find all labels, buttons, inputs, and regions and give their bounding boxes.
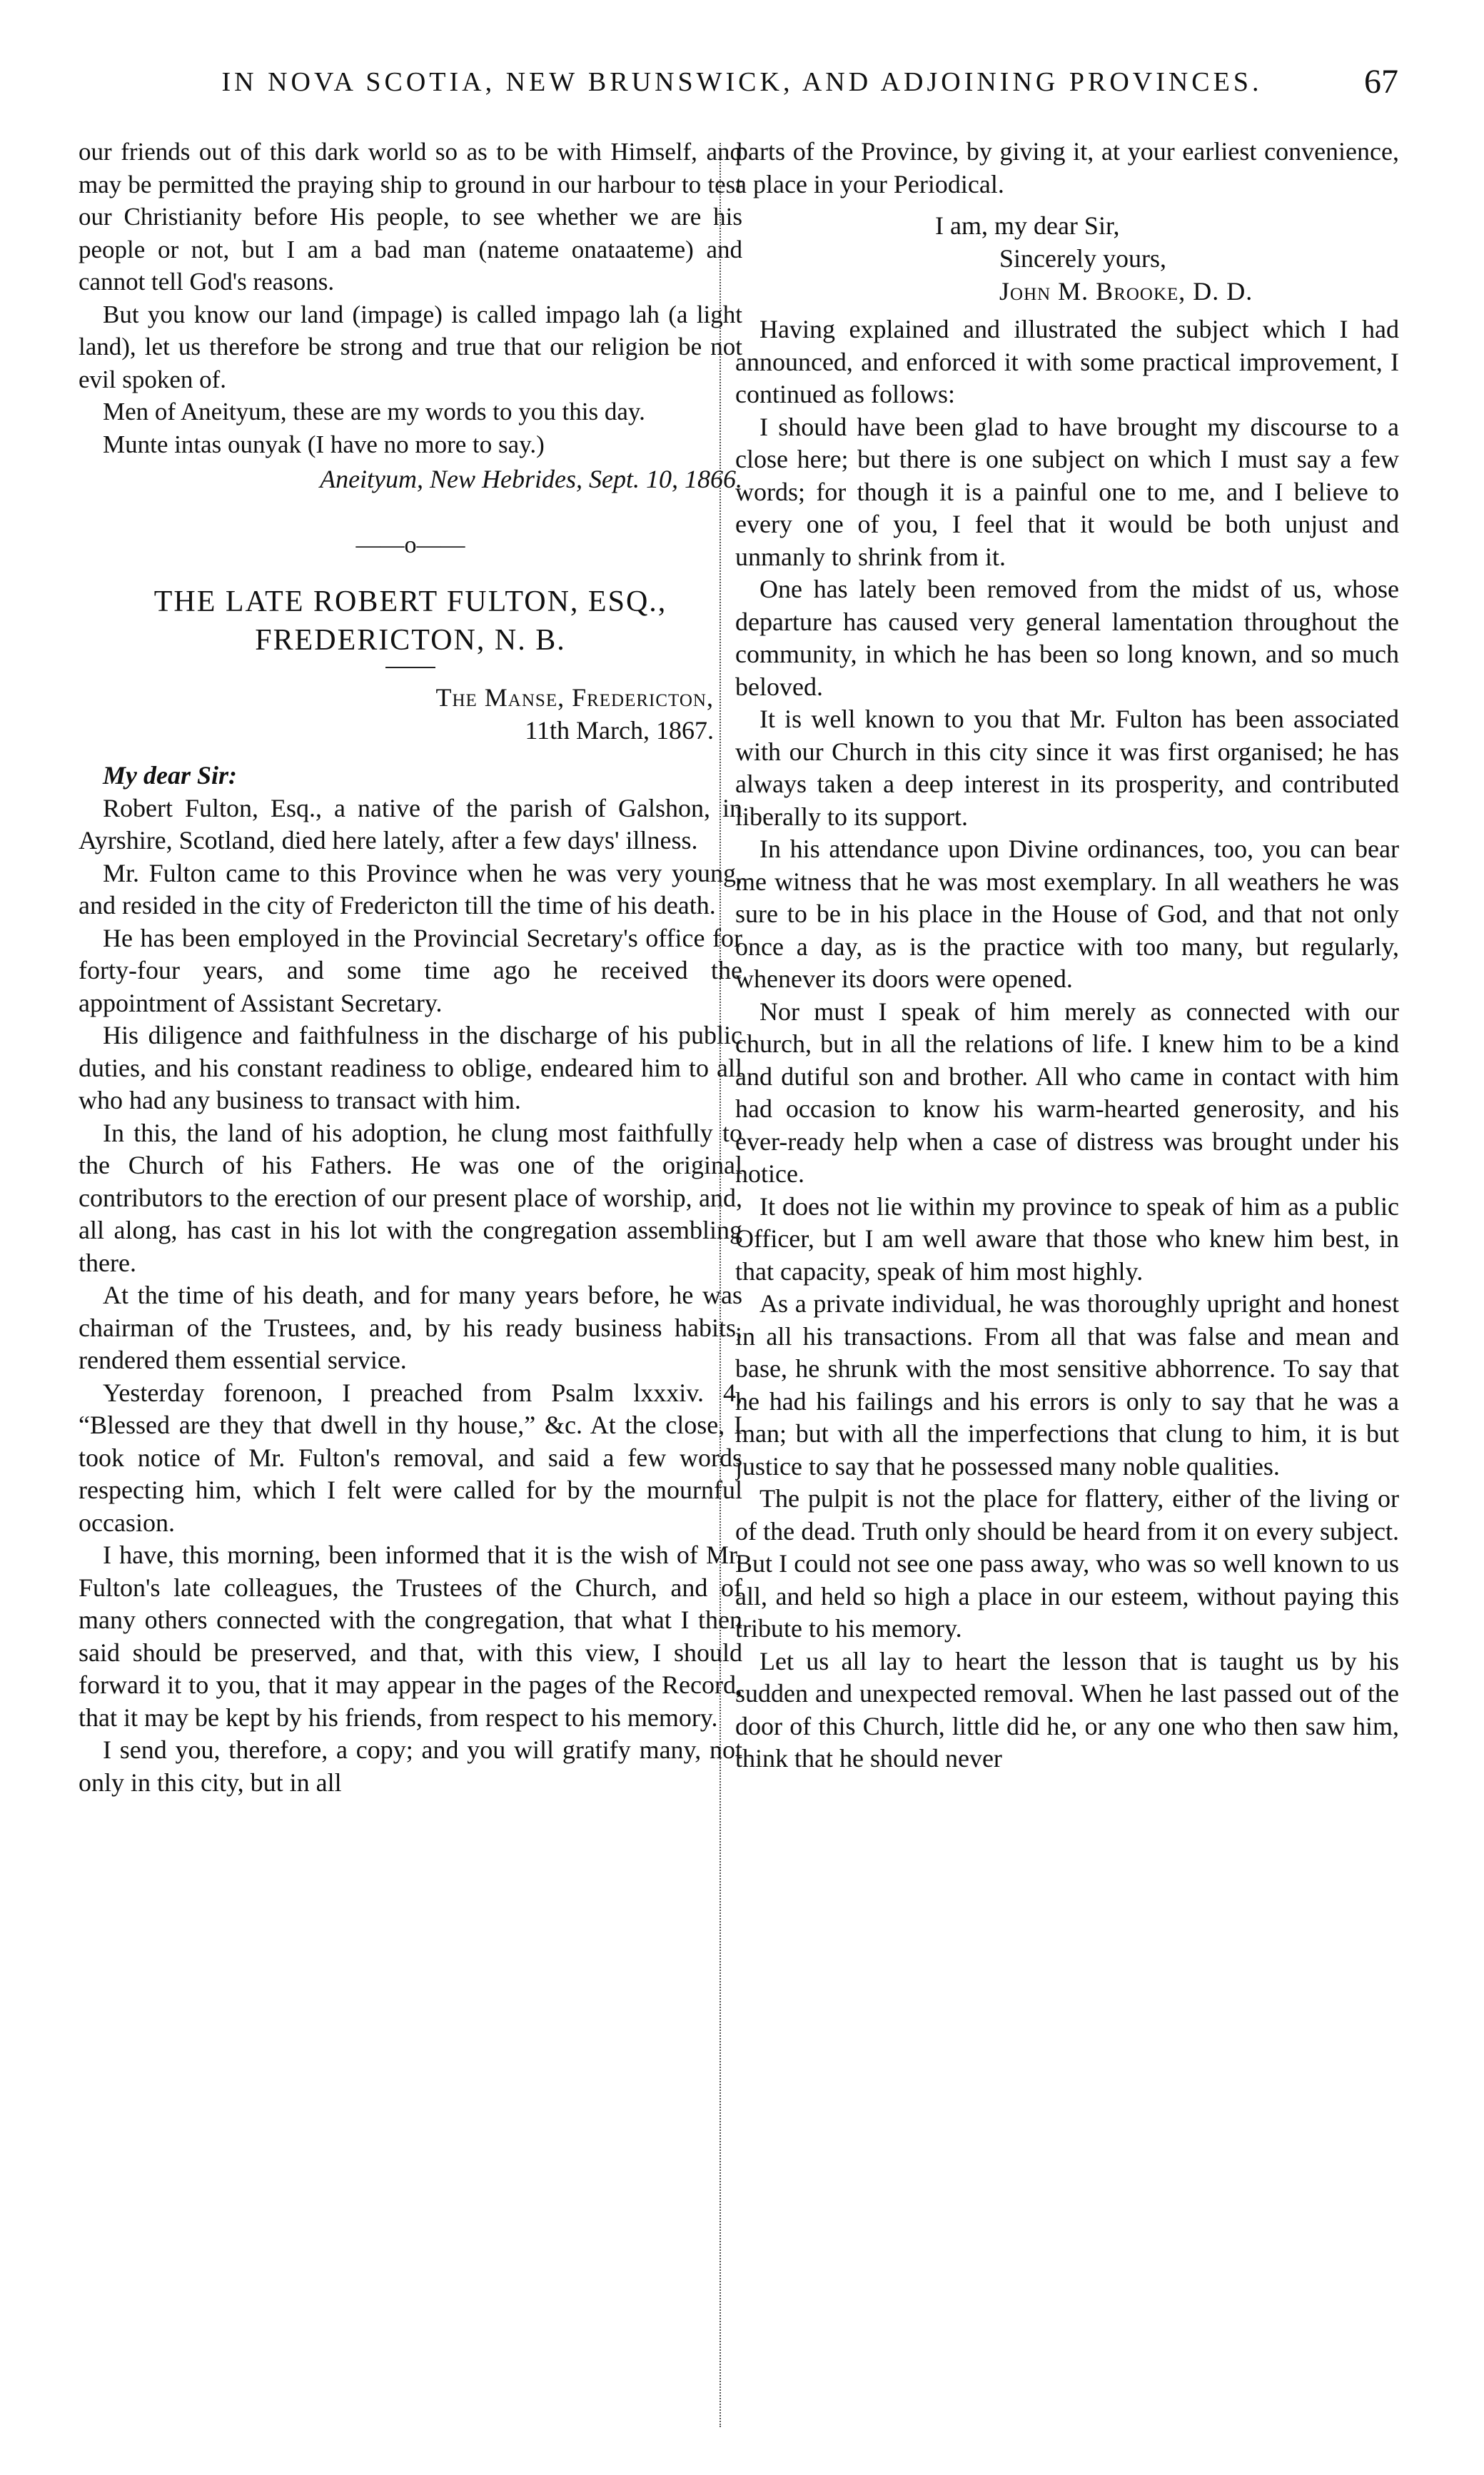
intro-paragraph: But you know our land (impage) is called impago lah (a light land), let us therefore be strong and true that our religion be not evil spoken of.: [79, 300, 742, 393]
sermon-paragraph: Having explained and illustrated the subject which I had announced, and enforced it with some practical improvement, I continued as follows:: [735, 315, 1399, 408]
article-paragraph: He has been employed in the Provincial Secretary's office for forty-four years, and some time ago he received the appointment of Assistant Secretary.: [79, 923, 742, 1017]
salutation: My dear Sir:: [103, 761, 237, 790]
article-paragraph: In this, the land of his adoption, he clung most faithfully to the Church of his Fathers. He was one of the original contributors to the erection of our present place of worship, and, all along, has cast in his lot with the congregation assembling there.: [79, 1118, 742, 1277]
dateline: Aneityum, New Hebrides, Sept. 10, 1866.: [320, 465, 742, 493]
closing-line-1: I am, my dear Sir,: [935, 211, 1120, 240]
headline-line-2: FREDERICTON, N. B.: [255, 624, 566, 657]
section-divider: ——o——: [355, 531, 465, 558]
running-head: [79, 50, 1405, 114]
left-column: [79, 136, 742, 2434]
article-paragraph: His diligence and faithfulness in the discharge of his public duties, and his constant readiness to oblige, endeared him to all who had any business to transact with him.: [79, 1021, 742, 1114]
page-number: 67: [1364, 63, 1398, 101]
sermon-paragraph: In his attendance upon Divine ordinances, too, you can bear me witness that he was most exemplary. In all weathers he was sure to be in his place in the House of God, and that not only once a day, as is the practice with too many, but regularly, whenever its doors were opened.: [735, 835, 1399, 993]
article-paragraph: I send you, therefore, a copy; and you will gratify many, not only in this city, but in all: [79, 1735, 742, 1797]
sermon-paragraph: The pulpit is not the place for flattery, either of the living or of the dead. Truth only should be heard from it on every subject. But I could not see one pass away, who was so well known to us all, and held so high a place in our esteem, without paying this tribute to his memory.: [735, 1484, 1399, 1643]
right-column: [735, 136, 1399, 2434]
article-paragraph: At the time of his death, and for many years before, he was chairman of the Trustees, and, by his ready business habits, rendered them essential service.: [79, 1281, 742, 1374]
sermon-paragraph: One has lately been removed from the midst of us, whose departure has caused very general lamentation throughout the community, in which he has been so long known, and so much beloved.: [735, 575, 1399, 701]
letter-closing: [735, 209, 1399, 308]
signature: John M. Brooke, D. D.: [999, 277, 1253, 306]
sermon-paragraph: It is well known to you that Mr. Fulton has been associated with our Church in this city since it was first organised; he has always taken a deep interest in its prosperity, and contributed liberally to its support.: [735, 705, 1399, 831]
address-place: The Manse, Fredericton,: [435, 683, 714, 712]
sermon-paragraph: I should have been glad to have brought my discourse to a close here; but there is one subject on which I must say a few words; for though it is a painful one to me, and I believe to every one of you, I feel that it would be both unjust and unmanly to shrink from it.: [735, 412, 1399, 571]
letter-address: [79, 681, 742, 747]
article-headline: [79, 583, 742, 660]
article-paragraph: Robert Fulton, Esq., a native of the parish of Galshon, in Ayrshire, Scotland, died here lately, after a few days' illness.: [79, 793, 742, 855]
address-date: 11th March, 1867.: [525, 716, 714, 745]
intro-paragraph: our friends out of this dark world so as to be with Himself, and may be permitted the praying ship to ground in our harbour to test our Christianity before His people, to see whether we are his people or not, but I am a bad man (nateme onataateme) and cannot tell God's reasons.: [79, 138, 742, 296]
sermon-paragraph: Let us all lay to heart the lesson that is taught us by his sudden and unexpected removal. When he last passed out of the door of this Church, little did he, or any one who then saw him, think that he should never: [735, 1646, 1399, 1773]
lead-paragraph: parts of the Province, by giving it, at your earliest convenience, a place in your Periodical.: [735, 137, 1399, 198]
article-paragraph: I have, this morning, been informed that it is the wish of Mr. Fulton's late colleagues, the Trustees of the Church, and of many others connected with the congregation, that what I then said should be preserved, and that, with this view, I should forward it to you, that it may appear in the pages of the Record, that it may be kept by his friends, from respect to his memory.: [79, 1541, 742, 1732]
sermon-paragraph: It does not lie within my province to speak of him as a public Officer, but I am well aware that those who knew him best, in that capacity, speak of him most highly.: [735, 1191, 1399, 1286]
article-paragraph: Mr. Fulton came to this Province when he was very young, and resided in the city of Fredericton till the time of his death.: [79, 858, 742, 919]
sermon-paragraph: Nor must I speak of him merely as connected with our church, but in all the relations of life. I knew him to be a kind and dutiful son and brother. All who came in contact with him had occasion to know his warm-hearted generosity, and his ever-ready help when a case of distress was brought under his notice.: [735, 997, 1399, 1188]
headline-line-1: THE LATE ROBERT FULTON, ESQ.,: [153, 585, 667, 618]
running-head-title: IN NOVA SCOTIA, NEW BRUNSWICK, AND ADJOINING PROVINCES.: [221, 67, 1263, 97]
headline-rule: [385, 667, 435, 668]
article-paragraph: Yesterday forenoon, I preached from Psalm lxxxiv. 4, “Blessed are they that dwell in thy house,” &c. At the close, I took notice of Mr. Fulton's removal, and said a few words respecting him, which I felt were called for by the mournful occasion.: [79, 1378, 742, 1537]
closing-line-2: Sincerely yours,: [999, 244, 1166, 273]
sermon-paragraph: As a private individual, he was thoroughly upright and honest in all his transactions. From all that was false and mean and base, he shrunk with the most sensitive abhorrence. To say that he had his failings and his errors is only to say that he was a man; but with all the imperfections that clung to him, it is but justice to say that he possessed many noble qualities.: [735, 1289, 1399, 1481]
intro-paragraph: Munte intas ounyak (I have no more to say.): [103, 430, 545, 458]
intro-paragraph: Men of Aneityum, these are my words to you this day.: [103, 398, 645, 425]
